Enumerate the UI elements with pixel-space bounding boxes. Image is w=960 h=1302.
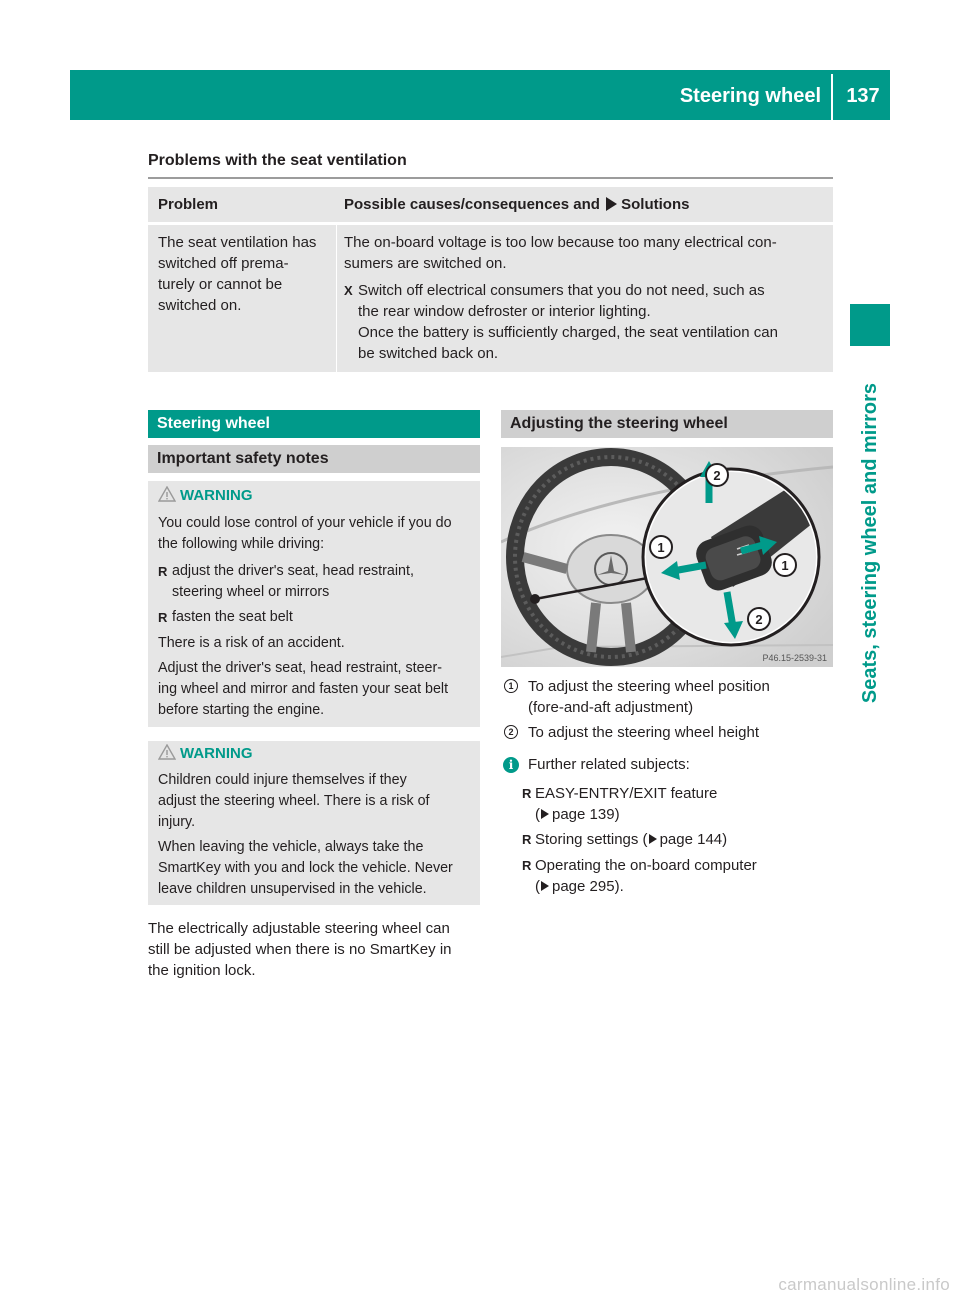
bullet-marker: R xyxy=(158,564,168,579)
table-cell-problem: The seat ventilation has switched off prema- turely or cannot be switched on. xyxy=(158,234,317,314)
related-item-1 xyxy=(522,783,832,825)
problems-title: Problems with the seat ventilation xyxy=(148,152,407,169)
bullet-marker: R xyxy=(522,786,532,801)
body-paragraph: The electrically adjustable steering wheel can still be adjusted when there is no SmartKey in the ignition lock. xyxy=(148,920,452,979)
warning-label-1: WARNING xyxy=(180,487,253,504)
figure-callout-1-right xyxy=(774,554,796,576)
callout-1-label: 1 xyxy=(781,558,789,573)
info-icon: i xyxy=(503,757,519,773)
figure-callout-1-left xyxy=(650,536,672,558)
related-text-end: ) xyxy=(614,806,620,823)
warning-1-bullet-1 xyxy=(158,561,476,603)
page-number: 137 xyxy=(846,85,880,107)
callout-number-icon: 2 xyxy=(504,725,518,739)
site-watermark: carmanualsonline.info xyxy=(778,1275,950,1294)
legend-text: To adjust the steering wheel height xyxy=(528,724,759,741)
table-cell-step xyxy=(344,280,830,364)
table-header-problem: Problem xyxy=(158,196,219,213)
figure-image-code: P46.15-2539-31 xyxy=(762,653,827,663)
figure-callout-2-top xyxy=(706,464,728,486)
section-heading-steering-wheel: Steering wheel xyxy=(148,410,480,438)
page-ref-arrow-icon xyxy=(649,834,657,844)
warning-1-bullet-2 xyxy=(158,607,476,628)
related-text-end: ) xyxy=(722,831,728,848)
header-solutions-part-b: Solutions xyxy=(621,196,690,213)
bullet-text: fasten the seat belt xyxy=(172,609,293,625)
warning-heading-2 xyxy=(158,744,253,764)
warning-heading-1 xyxy=(158,486,253,506)
header-divider xyxy=(831,74,833,120)
steering-wheel-figure xyxy=(501,447,833,667)
related-item-2 xyxy=(522,829,832,850)
warning-triangle-icon xyxy=(158,486,180,506)
bullet-marker: R xyxy=(522,858,532,873)
warning-1-intro: You could lose control of your vehicle if you do the following while driving: xyxy=(158,515,452,552)
info-label: Further related subjects: xyxy=(528,756,690,773)
warning-2-advice: When leaving the vehicle, always take the SmartKey with you and lock the vehicle. Never leave children unsupervised in the vehicle. xyxy=(158,839,453,897)
page-ref-arrow-icon xyxy=(541,809,549,819)
step-marker-icon: X xyxy=(344,283,353,298)
callout-2-label: 2 xyxy=(713,468,721,483)
header-title: Steering wheel xyxy=(679,85,821,107)
callout-1-label: 1 xyxy=(657,540,665,555)
callout-number-icon: 1 xyxy=(504,679,518,693)
callout-2-label: 2 xyxy=(755,612,763,627)
step-result-text: Once the battery is sufficiently charged, the seat ventilation can be switched back on. xyxy=(358,324,778,362)
figure-callout-2-bottom xyxy=(748,608,770,630)
related-item-3 xyxy=(522,855,832,897)
page-reference-link[interactable]: page 139 xyxy=(552,806,615,823)
chapter-tab-marker xyxy=(850,304,890,346)
warning-1-advice: Adjust the driver's seat, head restraint, steer- ing wheel and mirror and fasten your seat belt before starting the engine. xyxy=(158,660,449,718)
legend-item-1 xyxy=(501,676,833,718)
bullet-text: adjust the driver's seat, head restraint, steering wheel or mirrors xyxy=(172,563,414,600)
chapter-side-label: Seats, steering wheel and mirrors xyxy=(859,382,881,704)
related-text: Operating the on-board computer ( xyxy=(535,857,757,895)
warning-1-risk: There is a risk of an accident. xyxy=(158,635,345,651)
legend-text: To adjust the steering wheel position (fore-and-aft adjustment) xyxy=(528,678,770,716)
warning-2-risk: Children could injure themselves if they adjust the steering wheel. There is a risk of injury. xyxy=(158,772,430,830)
warning-label-2: WARNING xyxy=(180,745,253,762)
table-header-solutions xyxy=(344,196,689,213)
legend-item-2 xyxy=(501,722,833,743)
header-solutions-part-a: Possible causes/consequences and xyxy=(344,196,600,213)
page-ref-arrow-icon xyxy=(541,881,549,891)
page-reference-link[interactable]: page 295 xyxy=(552,878,615,895)
page-reference-link[interactable]: page 144 xyxy=(659,831,723,848)
bullet-marker: R xyxy=(522,832,532,847)
subheading-safety-notes: Important safety notes xyxy=(148,445,480,473)
related-text: EASY-ENTRY/EXIT feature ( xyxy=(535,785,718,823)
heading-adjusting-steering-wheel: Adjusting the steering wheel xyxy=(501,410,833,438)
title-divider xyxy=(148,177,833,179)
step-text: Switch off electrical consumers that you do not need, such as the rear window defroster or interior lighting. xyxy=(358,282,765,320)
related-text-end: ). xyxy=(614,878,624,895)
related-text: Storing settings ( xyxy=(535,831,648,848)
bullet-marker: R xyxy=(158,610,168,625)
warning-triangle-icon xyxy=(158,744,180,764)
table-cell-cause: The on-board voltage is too low because too many electrical con- sumers are switched on. xyxy=(344,234,777,272)
solution-arrow-icon xyxy=(606,197,617,211)
